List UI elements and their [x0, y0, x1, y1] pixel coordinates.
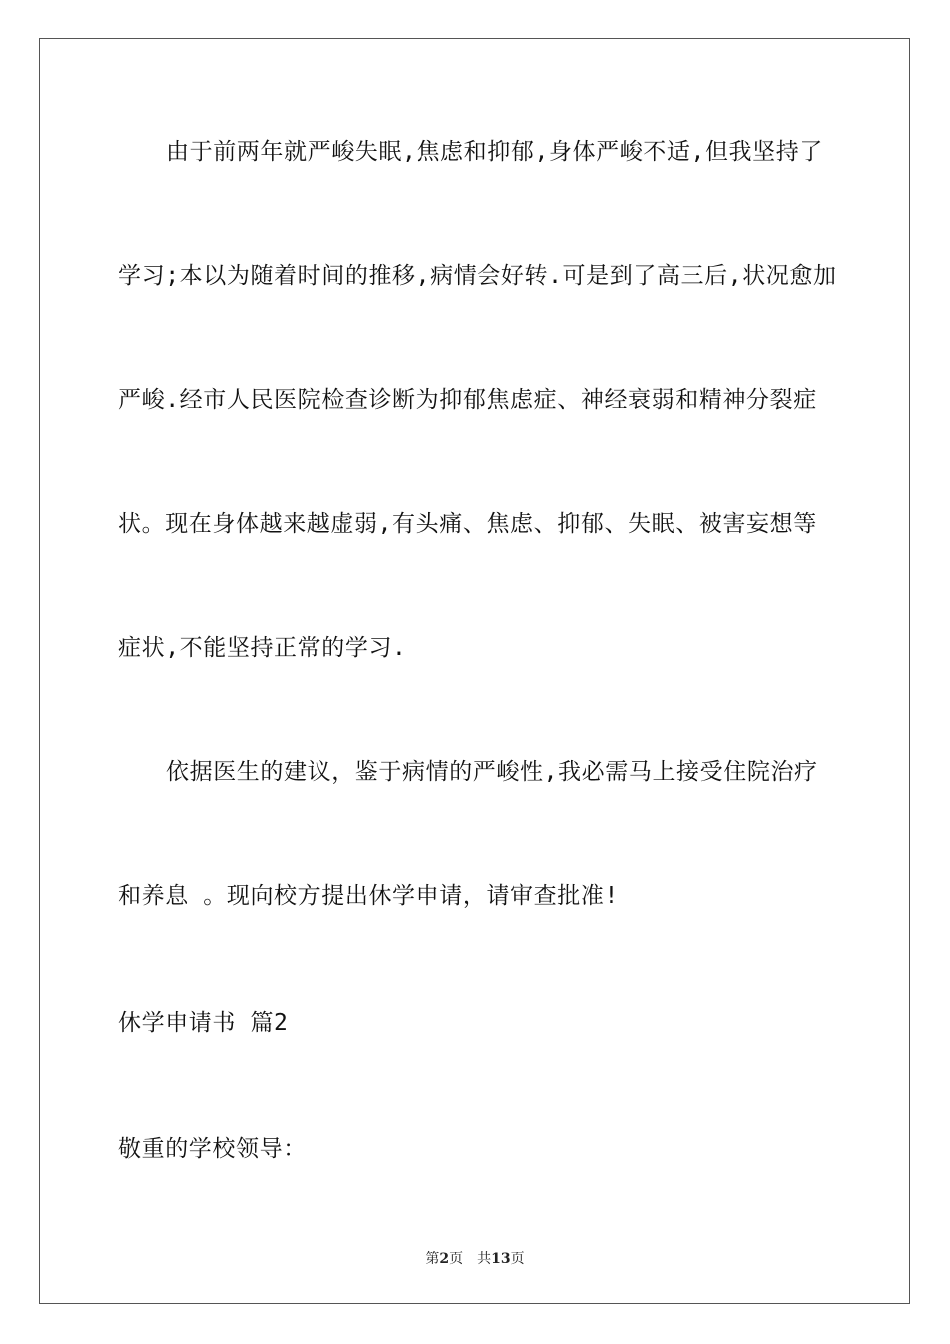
page-footer	[0, 1248, 950, 1268]
footer-total-prefix: 共	[477, 1251, 492, 1267]
paragraph-line-3: 严峻.经市人民医院检查诊断为抑郁焦虑症、神经衰弱和精神分裂症	[118, 387, 817, 413]
paragraph-line-7: 和养息 。现向校方提出休学申请，请审查批准!	[118, 883, 619, 909]
footer-page-suffix: 页	[449, 1251, 464, 1267]
paragraph-line-2: 学习;本以为随着时间的推移,病情会好转.可是到了高三后,状况愈加	[118, 263, 837, 289]
footer-page-number: 2	[439, 1251, 450, 1267]
paragraph-line-6: 依据医生的建议，鉴于病情的严峻性,我必需马上接受住院治疗	[166, 759, 818, 785]
paragraph-line-4: 状。现在身体越来越虚弱,有头痛、焦虑、抑郁、失眠、被害妄想等	[118, 511, 817, 537]
paragraph-line-5: 症状,不能坚持正常的学习.	[118, 635, 407, 661]
salutation: 敬重的学校领导：	[118, 1136, 307, 1162]
paragraph-line-1: 由于前两年就严峻失眠,焦虑和抑郁,身体严峻不适,但我坚持了	[166, 139, 823, 165]
page-border	[39, 38, 910, 1304]
footer-page-prefix: 第	[425, 1251, 440, 1267]
footer-total-suffix: 页	[510, 1251, 525, 1267]
section-heading: 休学申请书 篇2	[118, 1010, 289, 1036]
footer-total-number: 13	[491, 1251, 511, 1267]
